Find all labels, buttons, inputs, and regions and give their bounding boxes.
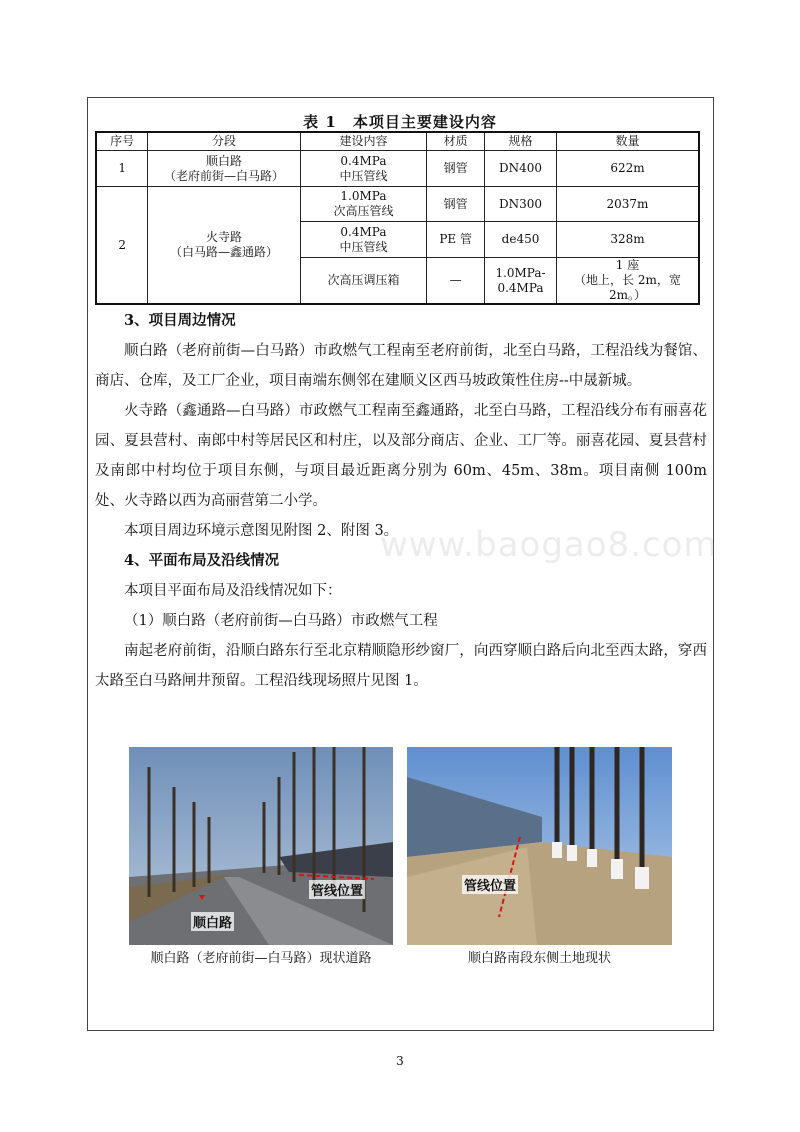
section-4-paragraph-3: 南起老府前街，沿顺白路东行至北京精顺隐形纱窗厂，向西穿顺白路后向北至西太路，穿西太路至白马路闸井预留。工程沿线现场照片见图 1。 [95, 643, 707, 689]
table-title: 表 1 本项目主要建设内容 [303, 113, 497, 131]
right-photo-caption: 顺白路南段东侧土地现状 [467, 951, 611, 966]
cell-material: 钢管 [427, 187, 485, 222]
cell-spec: de450 [485, 222, 557, 258]
photo-road [129, 747, 393, 945]
section-3-paragraph-1: 顺白路（老府前街—白马路）市政燃气工程南至老府前街，北至白马路，工程沿线为餐馆、商店、仓库，及工厂企业，项目南端东侧邻在建顺义区西马坡政策性住房--中晟新城。 [95, 343, 707, 389]
header-material: 材质 [427, 132, 485, 151]
section-3-heading: 3、项目周边情况 [124, 312, 236, 329]
page-number: 3 [396, 1054, 404, 1068]
section-4-heading: 4、平面布局及沿线情况 [124, 552, 280, 569]
cell-no: 2 [96, 187, 148, 305]
section-3 [95, 306, 707, 696]
cell-content: 次高压调压箱 [300, 258, 427, 305]
pipe-position-label: 管线位置 [309, 880, 365, 899]
table-row [96, 187, 699, 222]
header-no: 序号 [96, 132, 148, 151]
construction-table [95, 131, 700, 305]
cell-qty: 328m [556, 222, 699, 258]
table-header-row [96, 132, 699, 151]
cell-spec: DN400 [485, 151, 557, 187]
road-photo-image [129, 747, 393, 945]
pipe-position-label: 管线位置 [462, 875, 518, 894]
cell-content: 1.0MPa 次高压管线 [300, 187, 427, 222]
section-4-paragraph-2: （1）顺白路（老府前街—白马路）市政燃气工程 [124, 613, 438, 629]
cell-material: 钢管 [427, 151, 485, 187]
road-name-label: 顺白路 [191, 912, 234, 931]
cell-content: 0.4MPa 中压管线 [300, 222, 427, 258]
cell-qty: 1 座 （地上，长 2m，宽 2m。） [556, 258, 699, 305]
cell-segment: 火寺路 （白马路—鑫通路） [148, 187, 300, 305]
watermark: www.baogao8.com [380, 525, 718, 565]
table-row [96, 151, 699, 187]
header-content: 建设内容 [300, 132, 427, 151]
cell-material: PE 管 [427, 222, 485, 258]
cell-segment: 顺白路 （老府前街—白马路） [148, 151, 300, 187]
cell-no: 1 [96, 151, 148, 187]
left-photo-caption: 顺白路（老府前街—白马路）现状道路 [150, 951, 372, 966]
cell-content: 0.4MPa 中压管线 [300, 151, 427, 187]
cell-qty: 622m [556, 151, 699, 187]
section-4-paragraph-1: 本项目平面布局及沿线情况如下： [124, 583, 342, 599]
header-segment: 分段 [148, 132, 300, 151]
header-spec: 规格 [485, 132, 557, 151]
cell-qty: 2037m [556, 187, 699, 222]
header-qty: 数量 [556, 132, 699, 151]
cell-spec: 1.0MPa- 0.4MPa [485, 258, 557, 305]
photo-land [407, 747, 672, 945]
section-3-paragraph-3: 本项目周边环境示意图见附图 2、附图 3。 [124, 523, 399, 539]
cell-material: — [427, 258, 485, 305]
section-3-paragraph-2: 火寺路（鑫通路—白马路）市政燃气工程南至鑫通路，北至白马路，工程沿线分布有丽喜花园、夏县营村、南郎中村等居民区和村庄，以及部分商店、企业、工厂等。丽喜花园、夏县营村及南郎中村均位于项目东侧，与项目最近距离分别为 60m、45m、38m。项目南侧 100m 处、火寺路以西为高丽营第二小学。 [95, 403, 707, 509]
cell-spec: DN300 [485, 187, 557, 222]
land-photo-image [407, 747, 672, 945]
